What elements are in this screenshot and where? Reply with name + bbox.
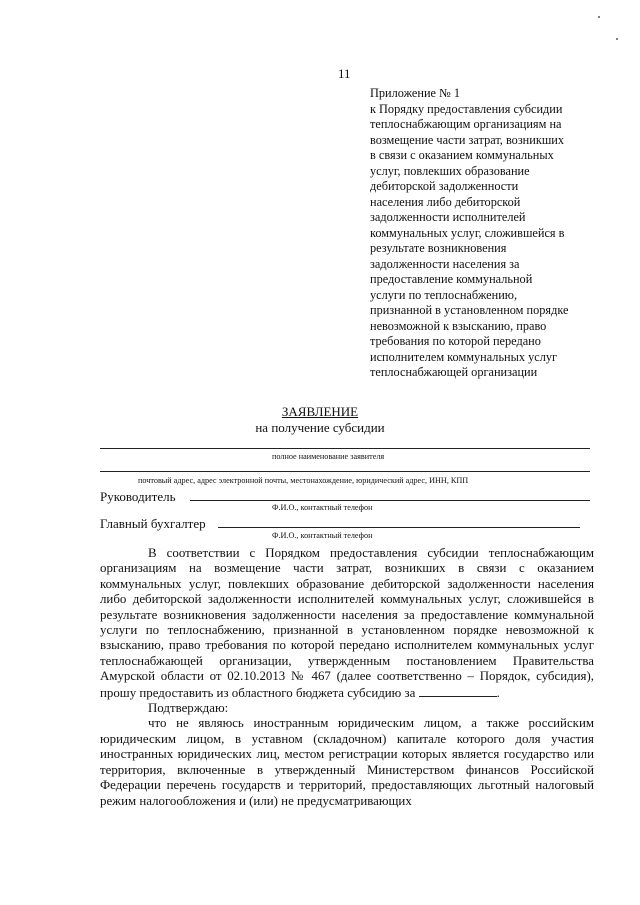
scan-speck [598, 16, 600, 18]
scan-speck [616, 38, 618, 40]
accountant-caption: Ф.И.О., контактный телефон [272, 531, 373, 540]
appendix-line: требования по которой передано [370, 334, 541, 348]
appendix-title: Приложение № 1 [370, 86, 461, 100]
applicant-name-caption: полное наименование заявителя [272, 452, 385, 461]
appendix-line: услуги по теплоснабжению, [370, 287, 518, 302]
appendix-line: населения либо дебиторской [370, 194, 521, 209]
appendix-line: услуг, повлекших образование [370, 163, 530, 178]
appendix-line: к Порядку предоставления субсидии [370, 101, 563, 116]
body-text [100, 546, 594, 809]
director-label: Руководитель [100, 489, 176, 504]
document-title: ЗАЯВЛЕНИЕ [281, 404, 359, 419]
appendix-block [370, 86, 610, 381]
appendix-line: коммунальных услуг, сложившейся в [370, 225, 565, 240]
appendix-line: признанной в установленном порядке [370, 303, 569, 317]
appendix-line: в связи с оказанием коммунальных [370, 148, 554, 162]
appendix-line: дебиторской задолженности [370, 179, 519, 193]
request-paragraph [100, 546, 594, 701]
appendix-line: возмещение части затрат, возникших [370, 132, 565, 147]
request-text-end: . [496, 685, 500, 700]
director-line[interactable] [190, 500, 590, 501]
page-number: 11 [338, 66, 351, 81]
appendix-line: задолженности населения за [370, 256, 520, 271]
appendix-line: невозможной к взысканию, право [370, 318, 547, 333]
director-caption: Ф.И.О., контактный телефон [272, 503, 373, 512]
applicant-name-line[interactable] [100, 448, 590, 449]
appendix-line: теплоснабжающим организациям на [370, 117, 562, 131]
appendix-line: предоставление коммунальной [370, 272, 533, 286]
document-subtitle: на получение субсидии [255, 420, 385, 435]
confirm-paragraph: что не являюсь иностранным юридическим лицом, а также российским юридическим лицом, в уставном (складочном) капитале которого доля участия иностранных юридических лиц, местом регистрации которых является государство или территория, включенные в утвержденный Министерством финансов Российской Федерации перечень государств и территорий, предоставляющих льготный налоговый режим налогообложения и (или) не предусматривающих [100, 716, 594, 808]
applicant-address-line[interactable] [100, 471, 590, 472]
appendix-line: результате возникновения [370, 241, 507, 255]
accountant-label: Главный бухгалтер [100, 516, 206, 531]
confirm-label: Подтверждаю: [148, 701, 229, 716]
appendix-line: теплоснабжающей организации [370, 365, 538, 379]
appendix-line: исполнителем коммунальных услуг [370, 349, 558, 364]
period-blank-field[interactable] [419, 685, 497, 697]
appendix-line: задолженности исполнителей [370, 210, 526, 224]
accountant-line[interactable] [218, 527, 580, 528]
request-text: В соответствии с Порядком предоставления субсидии теплоснабжающим организациям на возмещение части затрат, возникших в связи с оказанием коммунальных услуг, повлекших образование дебиторской задолженности населения либо дебиторской задолженности исполнителей коммунальных услуг, сложившейся в результате возникновения задолженности населения за предоставление коммунальной услуги по теплоснабжению, признанной в установленном порядке невозможной к взысканию, право требования по которой передано исполнителем коммунальных услуг теплоснабжающей организации, утвержденным постановлением Правительства Амурской области от 02.10.2013 № 467 (далее соответственно – Порядок, субсидия), прошу предоставить из областного бюджета субсидию за [100, 546, 594, 700]
applicant-address-caption: почтовый адрес, адрес электронной почты, местонахождение, юридический адрес, ИНН, КПП [138, 476, 469, 485]
